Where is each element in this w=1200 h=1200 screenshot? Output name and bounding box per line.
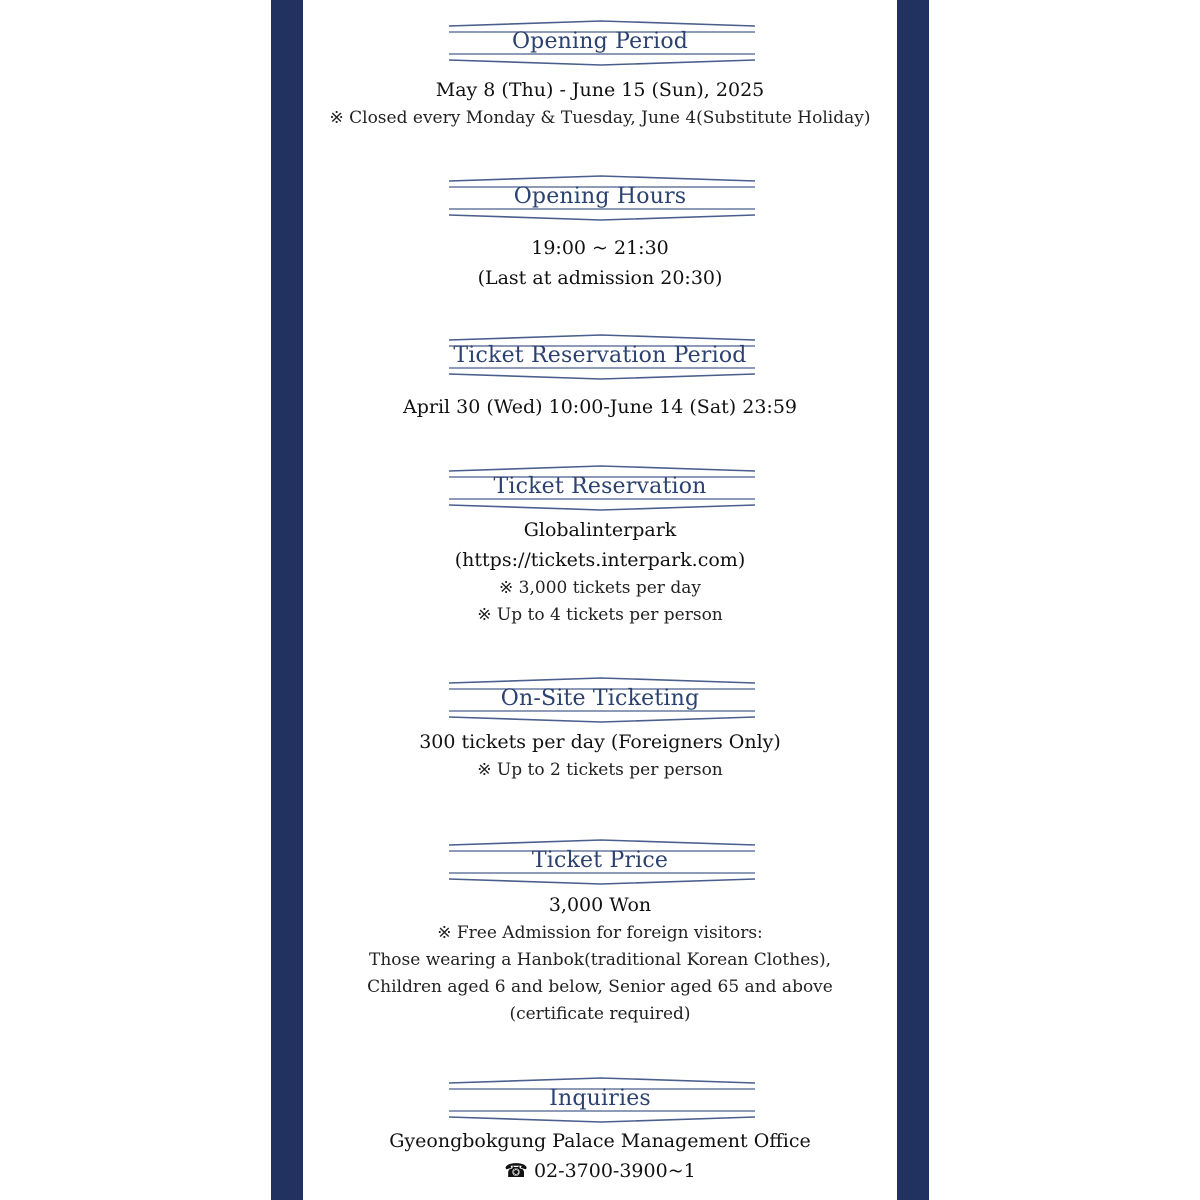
onsite-per-person-note: ※ Up to 2 tickets per person (477, 760, 723, 780)
section-title: Ticket Reservation (493, 474, 707, 499)
closed-days-note: ※ Closed every Monday & Tuesday, June 4(Substitute Holiday) (329, 108, 871, 128)
opening-dates: May 8 (Thu) - June 15 (Sun), 2025 (435, 79, 765, 101)
certificate-required-note: (certificate required) (509, 1004, 691, 1024)
onsite-daily-tickets: 300 tickets per day (Foreigners Only) (419, 731, 781, 753)
section-reservation-period (303, 334, 897, 422)
section-title: Opening Period (511, 29, 689, 54)
management-office-name: Gyeongbokgung Palace Management Office (389, 1130, 811, 1152)
right-navy-band (897, 0, 929, 1200)
section-heading (303, 1077, 897, 1125)
opening-time-range: 19:00 ~ 21:30 (531, 237, 669, 259)
section-inquiries (303, 1077, 897, 1186)
section-heading (303, 839, 897, 887)
section-title: Ticket Price (531, 848, 669, 873)
phone-number: ☎ 02-3700-3900~1 (504, 1160, 696, 1182)
section-heading (303, 334, 897, 382)
section-heading (303, 20, 897, 68)
section-heading (303, 465, 897, 513)
free-admission-hanbok: Those wearing a Hanbok(traditional Korean Clothes), (368, 950, 832, 970)
section-ticket-reservation (303, 465, 897, 629)
section-opening-hours (303, 175, 897, 293)
free-admission-ages: Children aged 6 and below, Senior aged 65 and above (367, 977, 833, 997)
section-title: Ticket Reservation Period (453, 343, 747, 368)
section-title: On-Site Ticketing (500, 686, 700, 711)
section-opening-period (303, 20, 897, 132)
free-admission-note: ※ Free Admission for foreign visitors: (437, 923, 763, 943)
per-person-limit-note: ※ Up to 4 tickets per person (477, 605, 723, 625)
reservation-window: April 30 (Wed) 10:00-June 14 (Sat) 23:59 (403, 396, 797, 418)
left-navy-band (271, 0, 303, 1200)
section-heading (303, 175, 897, 223)
section-ticket-price (303, 839, 897, 1028)
section-heading (303, 677, 897, 725)
section-onsite-ticketing (303, 677, 897, 784)
last-admission: (Last at admission 20:30) (477, 267, 723, 289)
ticket-price-value: 3,000 Won (548, 894, 652, 916)
reservation-site-url: (https://tickets.interpark.com) (454, 549, 746, 571)
section-title: Inquiries (549, 1086, 651, 1111)
daily-ticket-note: ※ 3,000 tickets per day (499, 578, 701, 598)
section-title: Opening Hours (513, 184, 687, 209)
reservation-site-name: Globalinterpark (523, 519, 677, 541)
